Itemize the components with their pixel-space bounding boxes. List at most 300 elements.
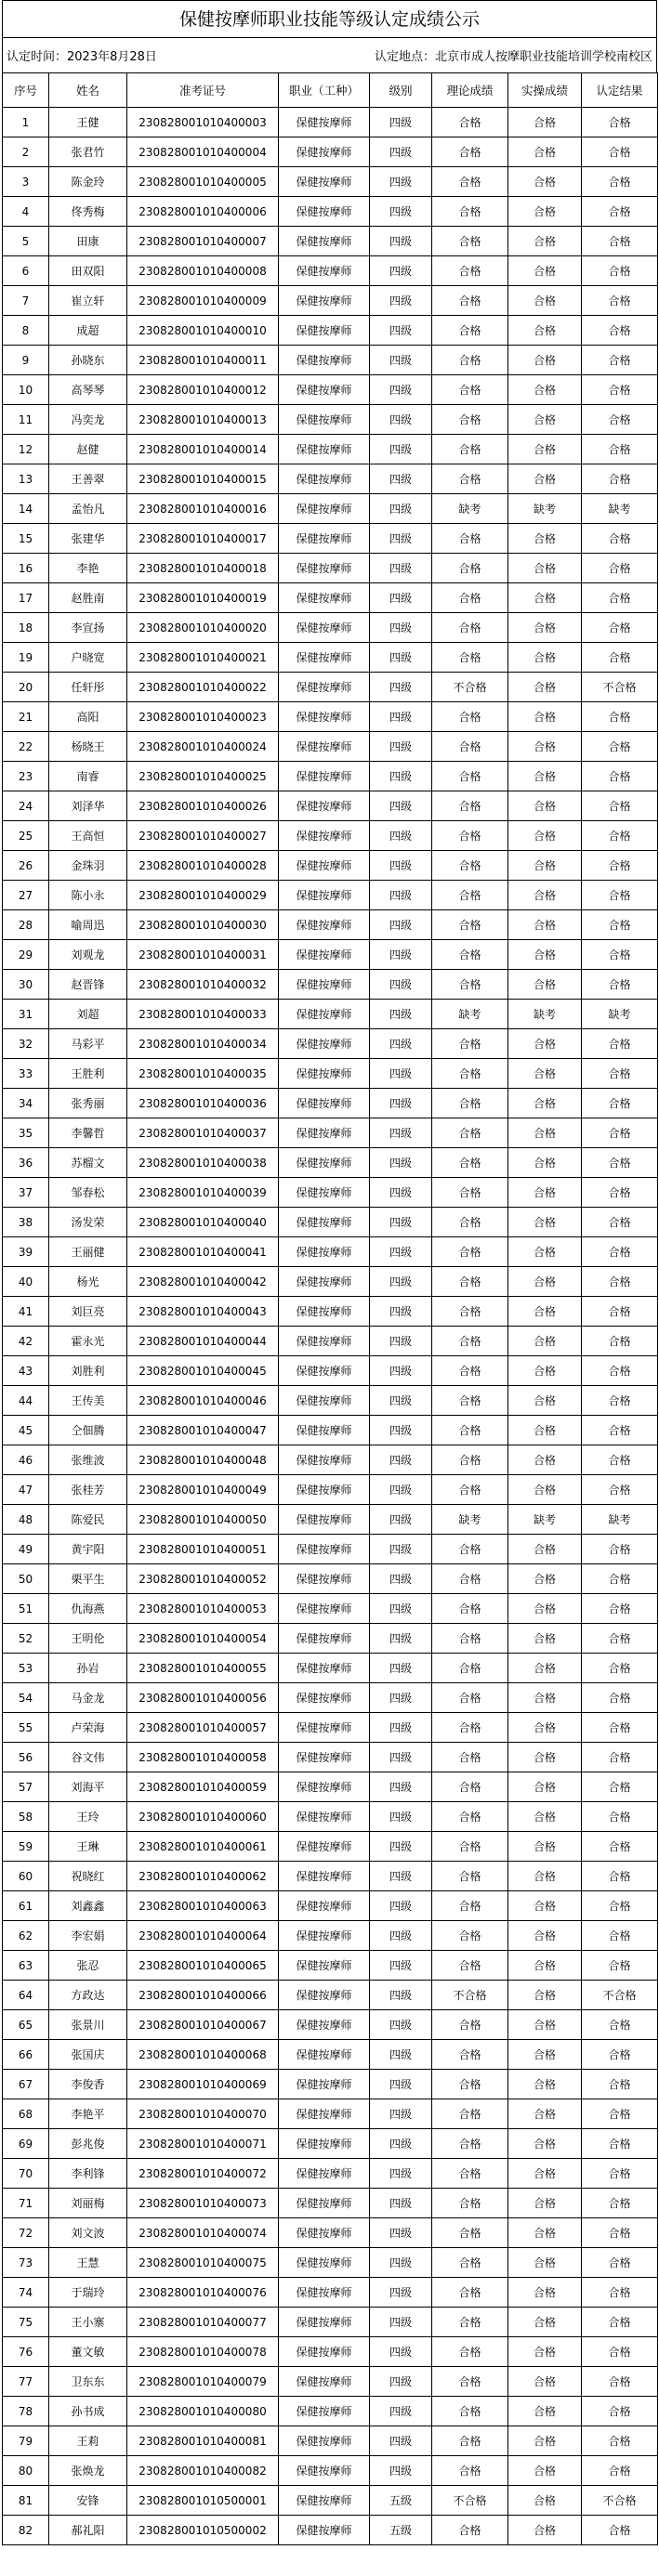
table-row [3,1386,658,1416]
exam-location: 认定地点：北京市成人按摩职业技能培训学校南校区 [374,50,652,64]
row-index: 20 [3,673,49,702]
ticket-number: 230828001010400060 [127,1802,279,1832]
table-header-row [3,73,658,108]
level: 四级 [370,1208,432,1237]
result: 合格 [582,643,658,673]
candidate-name: 仇海燕 [49,1594,127,1624]
candidate-name: 张秀丽 [49,1089,127,1118]
theory-score: 缺考 [432,1505,508,1535]
level: 四级 [370,108,432,137]
table-row [3,673,658,702]
occupation: 保健按摩师 [279,1564,370,1594]
ticket-number: 230828001010400068 [127,2040,279,2070]
practical-score: 合格 [508,137,582,167]
ticket-number: 230828001010400021 [127,643,279,673]
table-row [3,286,658,316]
candidate-name: 孙岩 [49,1654,127,1683]
row-index: 63 [3,1951,49,1981]
practical-score: 合格 [508,791,582,821]
table-row [3,1178,658,1208]
row-index: 79 [3,2426,49,2456]
ticket-number: 230828001010400066 [127,1981,279,2010]
table-row [3,1208,658,1237]
ticket-number: 230828001010400035 [127,1059,279,1089]
theory-score: 合格 [432,1624,508,1654]
row-index: 4 [3,197,49,227]
row-index: 30 [3,970,49,1000]
theory-score: 合格 [432,1029,508,1059]
row-index: 25 [3,821,49,851]
level: 四级 [370,1802,432,1832]
theory-score: 合格 [432,1683,508,1713]
table-row [3,1951,658,1981]
occupation: 保健按摩师 [279,2486,370,2516]
candidate-name: 王传美 [49,1386,127,1416]
row-index: 11 [3,405,49,435]
ticket-number: 230828001010400065 [127,1951,279,1981]
result: 合格 [582,197,658,227]
level: 四级 [370,2218,432,2248]
table-row [3,2367,658,2397]
level: 四级 [370,2159,432,2189]
table-row [3,2189,658,2218]
practical-score: 合格 [508,1297,582,1327]
level: 四级 [370,881,432,910]
theory-score: 合格 [432,910,508,940]
candidate-name: 张建华 [49,524,127,554]
candidate-name: 卫东东 [49,2367,127,2397]
practical-score: 合格 [508,1148,582,1178]
candidate-name: 张焕龙 [49,2456,127,2486]
row-index: 22 [3,732,49,762]
occupation: 保健按摩师 [279,494,370,524]
theory-score: 合格 [432,2070,508,2099]
theory-score: 合格 [432,1743,508,1772]
practical-score: 合格 [508,524,582,554]
practical-score: 合格 [508,1713,582,1743]
table-row [3,1862,658,1891]
table-row [3,1118,658,1148]
occupation: 保健按摩师 [279,1505,370,1535]
ticket-number: 230828001010400046 [127,1386,279,1416]
level: 四级 [370,1564,432,1594]
ticket-number: 230828001010400044 [127,1327,279,1356]
level: 四级 [370,1178,432,1208]
theory-score: 合格 [432,1564,508,1594]
ticket-number: 230828001010400039 [127,1178,279,1208]
row-index: 70 [3,2159,49,2189]
level: 四级 [370,554,432,583]
level: 四级 [370,1654,432,1683]
result: 合格 [582,1178,658,1208]
result: 合格 [582,1267,658,1297]
practical-score: 合格 [508,940,582,970]
theory-score: 合格 [432,851,508,881]
ticket-number: 230828001010400051 [127,1535,279,1564]
theory-score: 合格 [432,2189,508,2218]
occupation: 保健按摩师 [279,1862,370,1891]
practical-score: 合格 [508,1832,582,1862]
row-index: 36 [3,1148,49,1178]
row-index: 52 [3,1624,49,1654]
result: 合格 [582,256,658,286]
candidate-name: 孙晓东 [49,346,127,375]
candidate-name: 董文敏 [49,2337,127,2367]
row-index: 2 [3,137,49,167]
ticket-number: 230828001010400030 [127,910,279,940]
practical-score: 合格 [508,2426,582,2456]
candidate-name: 孟怡凡 [49,494,127,524]
level: 四级 [370,910,432,940]
ticket-number: 230828001010400076 [127,2278,279,2308]
candidate-name: 杨晓王 [49,732,127,762]
header-col-level: 级别 [370,73,432,108]
ticket-number: 230828001010400059 [127,1772,279,1802]
occupation: 保健按摩师 [279,2129,370,2159]
candidate-name: 成超 [49,316,127,346]
row-index: 66 [3,2040,49,2070]
candidate-name: 黄宇阳 [49,1535,127,1564]
candidate-name: 李艳 [49,554,127,583]
result: 合格 [582,940,658,970]
candidate-name: 王明伦 [49,1624,127,1654]
practical-score: 合格 [508,2278,582,2308]
result: 合格 [582,2337,658,2367]
ticket-number: 230828001010400025 [127,762,279,791]
row-index: 60 [3,1862,49,1891]
practical-score: 合格 [508,1535,582,1564]
result: 合格 [582,2189,658,2218]
result: 合格 [582,613,658,643]
table-row [3,2278,658,2308]
candidate-name: 刘超 [49,1000,127,1029]
practical-score: 合格 [508,1178,582,1208]
theory-score: 合格 [432,1416,508,1445]
result: 合格 [582,1624,658,1654]
level: 四级 [370,791,432,821]
theory-score: 合格 [432,1832,508,1862]
ticket-number: 230828001010400024 [127,732,279,762]
ticket-number: 230828001010400064 [127,1921,279,1951]
level: 四级 [370,435,432,464]
result: 不合格 [582,673,658,702]
occupation: 保健按摩师 [279,464,370,494]
row-index: 45 [3,1416,49,1445]
ticket-number: 230828001010400006 [127,197,279,227]
table-row [3,1505,658,1535]
result: 合格 [582,881,658,910]
row-index: 32 [3,1029,49,1059]
ticket-number: 230828001010400026 [127,791,279,821]
table-row [3,1624,658,1654]
header-col-result: 认定结果 [582,73,658,108]
candidate-name: 杨光 [49,1267,127,1297]
theory-score: 合格 [432,2218,508,2248]
ticket-number: 230828001010400053 [127,1594,279,1624]
candidate-name: 田双阳 [49,256,127,286]
ticket-number: 230828001010400067 [127,2010,279,2040]
row-index: 59 [3,1832,49,1862]
candidate-name: 王玲 [49,1802,127,1832]
theory-score: 合格 [432,1297,508,1327]
occupation: 保健按摩师 [279,970,370,1000]
row-index: 16 [3,554,49,583]
ticket-number: 230828001010400011 [127,346,279,375]
practical-score: 合格 [508,1059,582,1089]
candidate-name: 南睿 [49,762,127,791]
practical-score: 合格 [508,970,582,1000]
practical-score: 合格 [508,1089,582,1118]
candidate-name: 王慧 [49,2248,127,2278]
table-row [3,1743,658,1772]
practical-score: 合格 [508,227,582,256]
row-index: 75 [3,2308,49,2337]
row-index: 56 [3,1743,49,1772]
candidate-name: 刘泽华 [49,791,127,821]
row-index: 24 [3,791,49,821]
level: 四级 [370,375,432,405]
theory-score: 合格 [432,2426,508,2456]
row-index: 40 [3,1267,49,1297]
candidate-name: 王小寨 [49,2308,127,2337]
level: 四级 [370,405,432,435]
theory-score: 合格 [432,1654,508,1683]
practical-score: 合格 [508,108,582,137]
candidate-name: 金珠羽 [49,851,127,881]
occupation: 保健按摩师 [279,1981,370,2010]
result: 合格 [582,1297,658,1327]
table-row [3,464,658,494]
result: 合格 [582,2129,658,2159]
row-index: 65 [3,2010,49,2040]
occupation: 保健按摩师 [279,1059,370,1089]
occupation: 保健按摩师 [279,405,370,435]
candidate-name: 王善翠 [49,464,127,494]
level: 四级 [370,2456,432,2486]
ticket-number: 230828001010400072 [127,2159,279,2189]
level: 四级 [370,1624,432,1654]
level: 四级 [370,256,432,286]
row-index: 12 [3,435,49,464]
level: 四级 [370,1416,432,1445]
occupation: 保健按摩师 [279,256,370,286]
result: 合格 [582,2397,658,2426]
practical-score: 合格 [508,405,582,435]
row-index: 71 [3,2189,49,2218]
ticket-number: 230828001010400017 [127,524,279,554]
table-row [3,1713,658,1743]
practical-score: 合格 [508,2129,582,2159]
result: 合格 [582,851,658,881]
level: 四级 [370,732,432,762]
occupation: 保健按摩师 [279,1654,370,1683]
candidate-name: 赵胜南 [49,583,127,613]
table-row [3,762,658,791]
result: 合格 [582,2010,658,2040]
candidate-name: 方政达 [49,1981,127,2010]
candidate-name: 张忍 [49,1951,127,1981]
candidate-name: 李宏娟 [49,1921,127,1951]
theory-score: 合格 [432,405,508,435]
practical-score: 合格 [508,613,582,643]
row-index: 27 [3,881,49,910]
occupation: 保健按摩师 [279,1921,370,1951]
table-row [3,1267,658,1297]
practical-score: 合格 [508,375,582,405]
candidate-name: 邹春松 [49,1178,127,1208]
table-row [3,1772,658,1802]
level: 四级 [370,167,432,197]
occupation: 保健按摩师 [279,1951,370,1981]
table-row [3,1029,658,1059]
row-index: 62 [3,1921,49,1951]
table-row [3,346,658,375]
level: 四级 [370,524,432,554]
ticket-number: 230828001010400029 [127,881,279,910]
candidate-name: 卢荣海 [49,1713,127,1743]
exam-info-bar [2,37,657,72]
theory-score: 合格 [432,1089,508,1118]
ticket-number: 230828001010400015 [127,464,279,494]
candidate-name: 安锋 [49,2486,127,2516]
occupation: 保健按摩师 [279,1000,370,1029]
ticket-number: 230828001010400040 [127,1208,279,1237]
ticket-number: 230828001010400069 [127,2070,279,2099]
candidate-name: 李宣扬 [49,613,127,643]
occupation: 保健按摩师 [279,2159,370,2189]
row-index: 82 [3,2516,49,2545]
practical-score: 合格 [508,1772,582,1802]
table-row [3,2397,658,2426]
level: 四级 [370,1594,432,1624]
occupation: 保健按摩师 [279,2397,370,2426]
practical-score: 合格 [508,1624,582,1654]
level: 四级 [370,1862,432,1891]
result: 合格 [582,2099,658,2129]
ticket-number: 230828001010400038 [127,1148,279,1178]
theory-score: 合格 [432,1178,508,1208]
row-index: 73 [3,2248,49,2278]
theory-score: 合格 [432,256,508,286]
table-row [3,821,658,851]
ticket-number: 230828001010400037 [127,1118,279,1148]
occupation: 保健按摩师 [279,2337,370,2367]
occupation: 保健按摩师 [279,851,370,881]
occupation: 保健按摩师 [279,1891,370,1921]
theory-score: 合格 [432,1356,508,1386]
candidate-name: 王高恒 [49,821,127,851]
result: 缺考 [582,1505,658,1535]
candidate-name: 高阳 [49,702,127,732]
row-index: 5 [3,227,49,256]
candidate-name: 刘丽梅 [49,2189,127,2218]
practical-score: 合格 [508,1743,582,1772]
result: 合格 [582,405,658,435]
practical-score: 合格 [508,1267,582,1297]
theory-score: 合格 [432,762,508,791]
theory-score: 合格 [432,2129,508,2159]
result: 合格 [582,464,658,494]
practical-score: 合格 [508,197,582,227]
level: 四级 [370,1148,432,1178]
occupation: 保健按摩师 [279,583,370,613]
theory-score: 合格 [432,2456,508,2486]
row-index: 51 [3,1594,49,1624]
ticket-number: 230828001010400071 [127,2129,279,2159]
level: 四级 [370,1683,432,1713]
table-row [3,2218,658,2248]
theory-score: 合格 [432,1386,508,1416]
table-row [3,1981,658,2010]
result: 合格 [582,1445,658,1475]
candidate-name: 张国庆 [49,2040,127,2070]
result: 合格 [582,1535,658,1564]
result: 合格 [582,1475,658,1505]
level: 四级 [370,2397,432,2426]
row-index: 31 [3,1000,49,1029]
ticket-number: 230828001010400045 [127,1356,279,1386]
practical-score: 合格 [508,1208,582,1237]
occupation: 保健按摩师 [279,316,370,346]
occupation: 保健按摩师 [279,375,370,405]
ticket-number: 230828001010400073 [127,2189,279,2218]
ticket-number: 230828001010400057 [127,1713,279,1743]
candidate-name: 刘鑫鑫 [49,1891,127,1921]
table-row [3,405,658,435]
results-sheet [2,0,657,2545]
level: 四级 [370,1951,432,1981]
ticket-number: 230828001010400077 [127,2308,279,2337]
result: 合格 [582,2308,658,2337]
result: 合格 [582,791,658,821]
practical-score: 合格 [508,1654,582,1683]
row-index: 33 [3,1059,49,1089]
occupation: 保健按摩师 [279,2218,370,2248]
occupation: 保健按摩师 [279,1297,370,1327]
level: 四级 [370,940,432,970]
practical-score: 合格 [508,583,582,613]
theory-score: 合格 [432,732,508,762]
candidate-name: 张维波 [49,1445,127,1475]
occupation: 保健按摩师 [279,673,370,702]
row-index: 81 [3,2486,49,2516]
occupation: 保健按摩师 [279,1475,370,1505]
level: 四级 [370,197,432,227]
theory-score: 合格 [432,583,508,613]
practical-score: 合格 [508,286,582,316]
occupation: 保健按摩师 [279,2426,370,2456]
occupation: 保健按摩师 [279,1118,370,1148]
occupation: 保健按摩师 [279,1267,370,1297]
theory-score: 合格 [432,613,508,643]
ticket-number: 230828001010400050 [127,1505,279,1535]
level: 四级 [370,1029,432,1059]
candidate-name: 孙书成 [49,2397,127,2426]
theory-score: 合格 [432,2010,508,2040]
level: 四级 [370,227,432,256]
practical-score: 合格 [508,1981,582,2010]
theory-score: 合格 [432,1118,508,1148]
result: 合格 [582,1208,658,1237]
theory-score: 合格 [432,227,508,256]
theory-score: 不合格 [432,1981,508,2010]
candidate-name: 彭兆俊 [49,2129,127,2159]
practical-score: 合格 [508,2248,582,2278]
theory-score: 合格 [432,2248,508,2278]
occupation: 保健按摩师 [279,435,370,464]
occupation: 保健按摩师 [279,702,370,732]
occupation: 保健按摩师 [279,2367,370,2397]
